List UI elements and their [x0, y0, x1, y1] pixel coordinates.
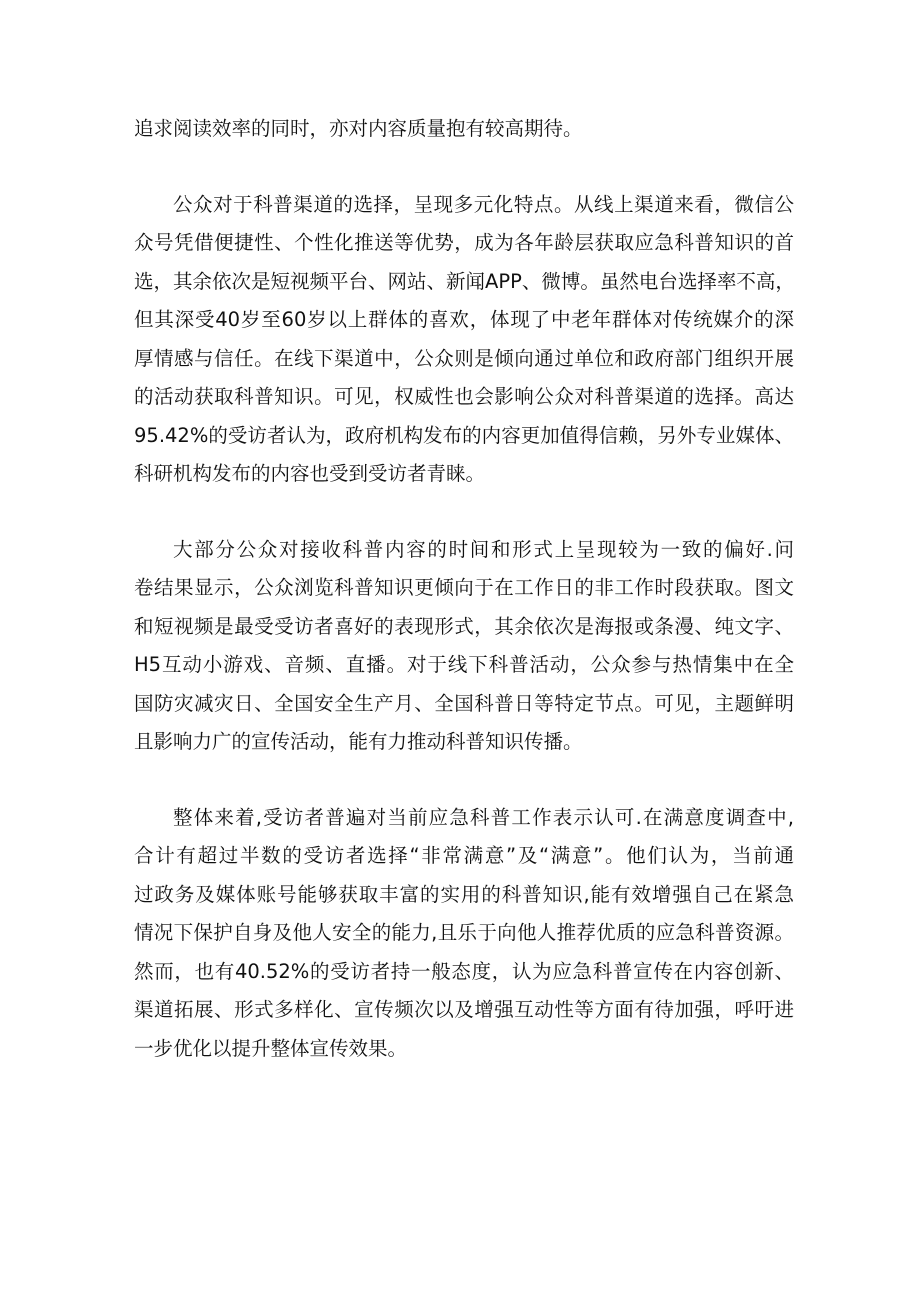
text-line: H5互动小游戏、音频、直播。对于线下科普活动，公众参与热情集中在全 [134, 653, 794, 676]
paragraph-spacer [134, 494, 794, 531]
text-line: 一步优化以提升整体宣传效果。 [134, 1036, 408, 1060]
text-line: 追求阅读效率的同时，亦对内容质量抱有较高期待。 [134, 117, 583, 140]
text-line: 过政务及媒体账号能够获取丰富的实用的科普知识,能有效增强自己在紧急 [134, 882, 794, 906]
text-line: 卷结果显示，公众浏览科普知识更倾向于在工作日的非工作时段获取。图文 [134, 576, 794, 599]
paragraph-3 [134, 531, 794, 762]
text-line: 整体来着,受访者普遍对当前应急科普工作表示认可.在满意度调查中, [173, 805, 794, 829]
text-line: 选，其余依次是短视频平台、网站、新闻APP、微博。虽然电台选择率不高， [134, 269, 795, 293]
paragraph-2 [134, 186, 794, 494]
text-line: 95.42%的受访者认为，政府机构发布的内容更加值得信赖，另外专业媒体、 [134, 423, 794, 447]
text-line: 大部分公众对接收科普内容的时间和形式上呈现较为一致的偏好.问 [173, 537, 794, 561]
text-line: 且影响力广的宣传活动，能有力推动科普知识传播。 [134, 730, 583, 753]
text-line: 科研机构发布的内容也受到受访者青睐。 [134, 462, 486, 485]
text-line: 国防灾减灾日、全国安全生产月、全国科普日等特定节点。可见，主题鲜明 [134, 691, 794, 715]
text-line: 但其深受40岁至60岁以上群体的喜欢，体现了中老年群体对传统媒介的深 [134, 308, 794, 331]
text-line: 然而，也有40.52%的受访者持一般态度，认为应急科普宣传在内容创新、 [134, 959, 794, 983]
text-line: 合计有超过半数的受访者选择“非常满意”及“满意”。他们认为，当前通 [134, 844, 794, 867]
text-line: 情况下保护自身及他人安全的能力,且乐于向他人推荐优质的应急科普资源。 [134, 921, 794, 944]
text-line: 和短视频是最受受访者喜好的表现形式，其余依次是海报或条漫、纯文字、 [134, 614, 794, 638]
text-line: 厚情感与信任。在线下渠道中，公众则是倾向通过单位和政府部门组织开展 [134, 346, 794, 370]
paragraph-spacer [134, 149, 794, 186]
text-line: 公众对于科普渠道的选择，呈现多元化特点。从线上渠道来看，微信公 [173, 192, 794, 216]
paragraph-1 [134, 110, 794, 149]
paragraph-4 [134, 799, 794, 1069]
paragraph-spacer [134, 762, 794, 799]
text-line: 的活动获取科普知识。可见，权威性也会影响公众对科普渠道的选择。高达 [134, 385, 794, 408]
text-line: 众号凭借便捷性、个性化推送等优势，成为各年龄层获取应急科普知识的首 [134, 231, 794, 254]
document-page [134, 110, 794, 1068]
text-line: 渠道拓展、形式多样化、宣传频次以及增强互动性等方面有待加强，呼吁进 [134, 998, 794, 1021]
